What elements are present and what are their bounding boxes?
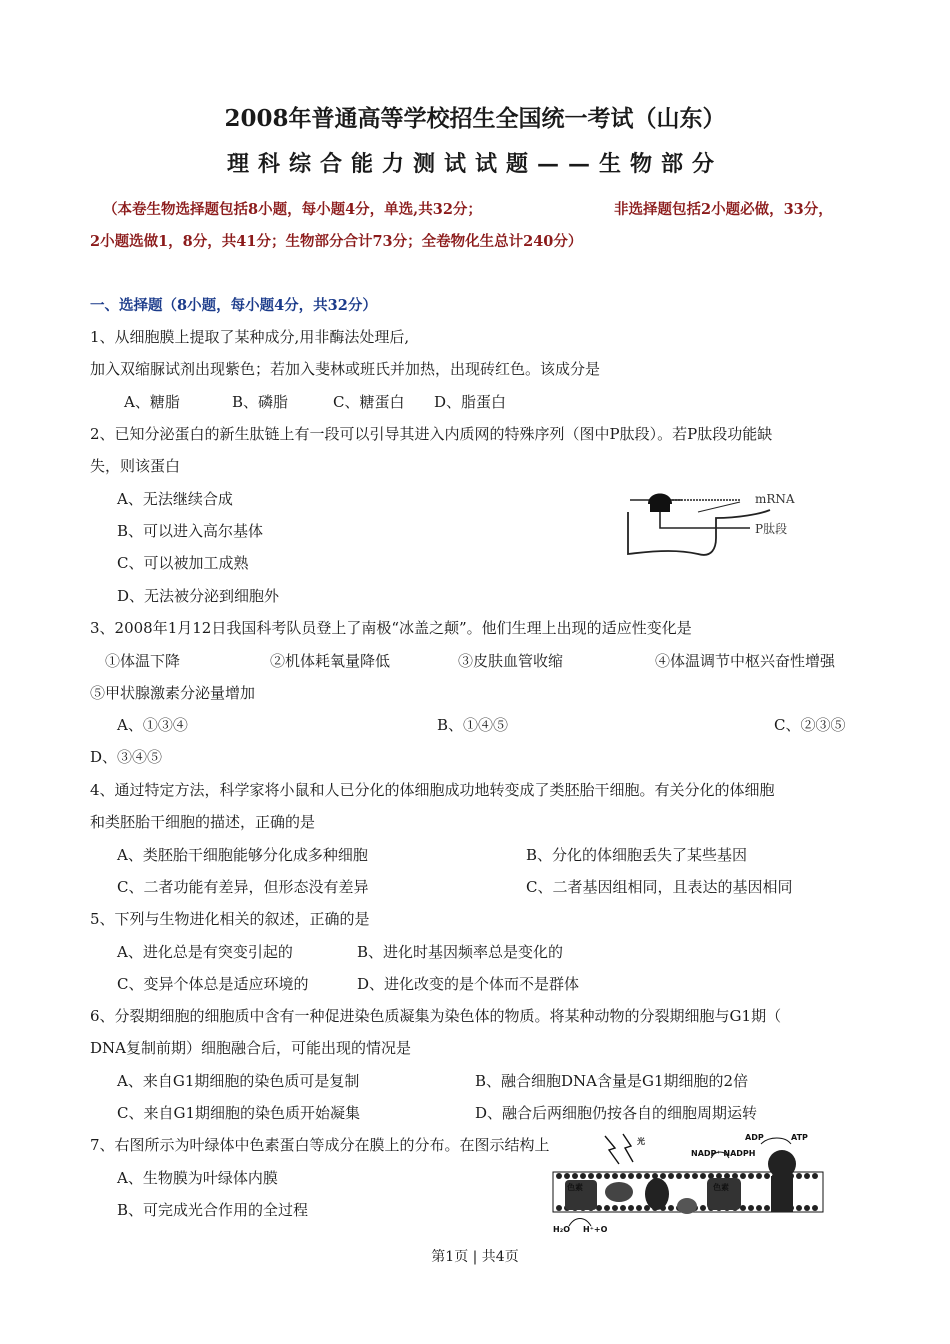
q3-option-b: B、①④⑤ [437,716,509,734]
q3-option-c: C、②③⑤ [774,716,846,734]
q3-option-a: A、①③④ [117,716,188,734]
fig-adp-label: ADP [745,1133,764,1142]
q2-option-a: A、无法继续合成 [117,490,233,508]
fig-h-label: H⁺+O [583,1225,608,1234]
score-note-2: 2小题选做1，8分，共41分；生物部分合计73分；全卷物化生总计240分） [90,233,583,250]
page-footer: 第1页 | 共4页 [431,1249,519,1265]
q5-option-c: C、变异个体总是适应环境的 [117,975,309,993]
fig-light-label: 光 [637,1137,645,1146]
fig-pigment-label-1: 色素 [567,1183,583,1192]
q2-option-c: C、可以被加工成熟 [117,554,249,572]
question-5-line1: 5、下列与生物进化相关的叙述，正确的是 [90,910,370,928]
q1-option-b: B、磷脂 [232,393,289,411]
q6-option-c: C、来自G1期细胞的染色质开始凝集 [117,1104,361,1122]
fig-atp-label: ATP [791,1133,808,1142]
question-6-line1: 6、分裂期细胞的细胞质中含有一种促进染色质凝集为染色体的物质。将某种动物的分裂期细胞与G1期（ [90,1007,782,1025]
q1-option-a: A、糖脂 [124,393,180,411]
q4-option-d: C、二者基因组相同，且表达的基因相同 [526,878,793,896]
question-2-line1: 2、已知分泌蛋白的新生肽链上有一段可以引导其进入内质网的特殊序列（图中P肽段）。若P肽段功能缺 [90,425,773,443]
q1-option-d: D、脂蛋白 [434,393,507,411]
section-heading: 一、选择题（8小题，每小题4分，共32分） [90,297,377,314]
q2-option-d: D、无法被分泌到细胞外 [117,587,280,605]
q3-option-d: D、③④⑤ [90,748,163,766]
question-1-line1: 1、从细胞膜上提取了某种成分,用非酶法处理后, [90,328,410,346]
fig-pigment-label-2: 色素 [713,1183,729,1192]
q5-option-b: B、进化时基因频率总是变化的 [357,943,564,961]
q6-option-d: D、融合后两细胞仍按各自的细胞周期运转 [475,1104,758,1122]
q7-option-a: A、生物膜为叶绿体内膜 [117,1169,278,1187]
fig-h2o-label: H₂O [553,1225,570,1234]
q6-option-b: B、融合细胞DNA含量是G1期细胞的2倍 [475,1072,749,1090]
question-7-line1: 7、右图所示为叶绿体中色素蛋白等成分在膜上的分布。在图示结构上 [90,1136,550,1154]
question-4-line1: 4、通过特定方法，科学家将小鼠和人已分化的体细胞成功地转变成了类胚胎干细胞。有关分化的体细胞 [90,781,775,799]
score-note-1a: （本卷生物选择题包括8小题，每小题4分，单选,共32分； [103,201,482,218]
q7-option-b: B、可完成光合作用的全过程 [117,1201,309,1219]
q3-statement-4: ④体温调节中枢兴奋性增强 [655,652,836,670]
q2-option-b: B、可以进入高尔基体 [117,522,264,540]
q5-option-a: A、进化总是有突变引起的 [117,943,293,961]
page-title: 2008年普通高等学校招生全国统一考试（山东） [224,105,726,132]
figure-label-mrna: mRNA [755,492,795,506]
question-4-line2: 和类胚胎干细胞的描述，正确的是 [90,813,316,831]
question-6-line2: DNA复制前期）细胞融合后，可能出现的情况是 [90,1039,411,1057]
q6-option-a: A、来自G1期细胞的染色质可是复制 [117,1072,360,1090]
question-3-line1: 3、2008年1月12日我国科考队员登上了南极“冰盖之颠”。他们生理上出现的适应性变化是 [90,619,692,637]
q4-option-c: C、二者功能有差异，但形态没有差异 [117,878,369,896]
q4-option-b: B、分化的体细胞丢失了某些基因 [526,846,748,864]
page-subtitle: 理科综合能力测试试题——生物部分 [226,151,723,177]
q3-statement-3: ③皮肤血管收缩 [458,652,564,670]
q4-option-a: A、类胚胎干细胞能够分化成多种细胞 [117,846,368,864]
q1-option-c: C、糖蛋白 [333,393,405,411]
score-note-1b: 非选择题包括2小题必做，33分， [614,201,833,218]
question-1-line2: 加入双缩脲试剂出现紫色；若加入斐林或班氏并加热，出现砖红色。该成分是 [90,360,601,378]
q3-statement-1: ①体温下降 [105,652,181,670]
q3-statement-5: ⑤甲状腺激素分泌量增加 [90,684,256,702]
thylakoid-membrane-figure [545,1128,835,1236]
q3-statement-2: ②机体耗氧量降低 [270,652,391,670]
q5-option-d: D、进化改变的是个体而不是群体 [357,975,580,993]
question-2-line2: 失，则该蛋白 [90,457,181,475]
fig-nadp-label: NADP⁺ NADPH [691,1149,756,1158]
figure-label-p-peptide: P肽段 [755,522,788,536]
